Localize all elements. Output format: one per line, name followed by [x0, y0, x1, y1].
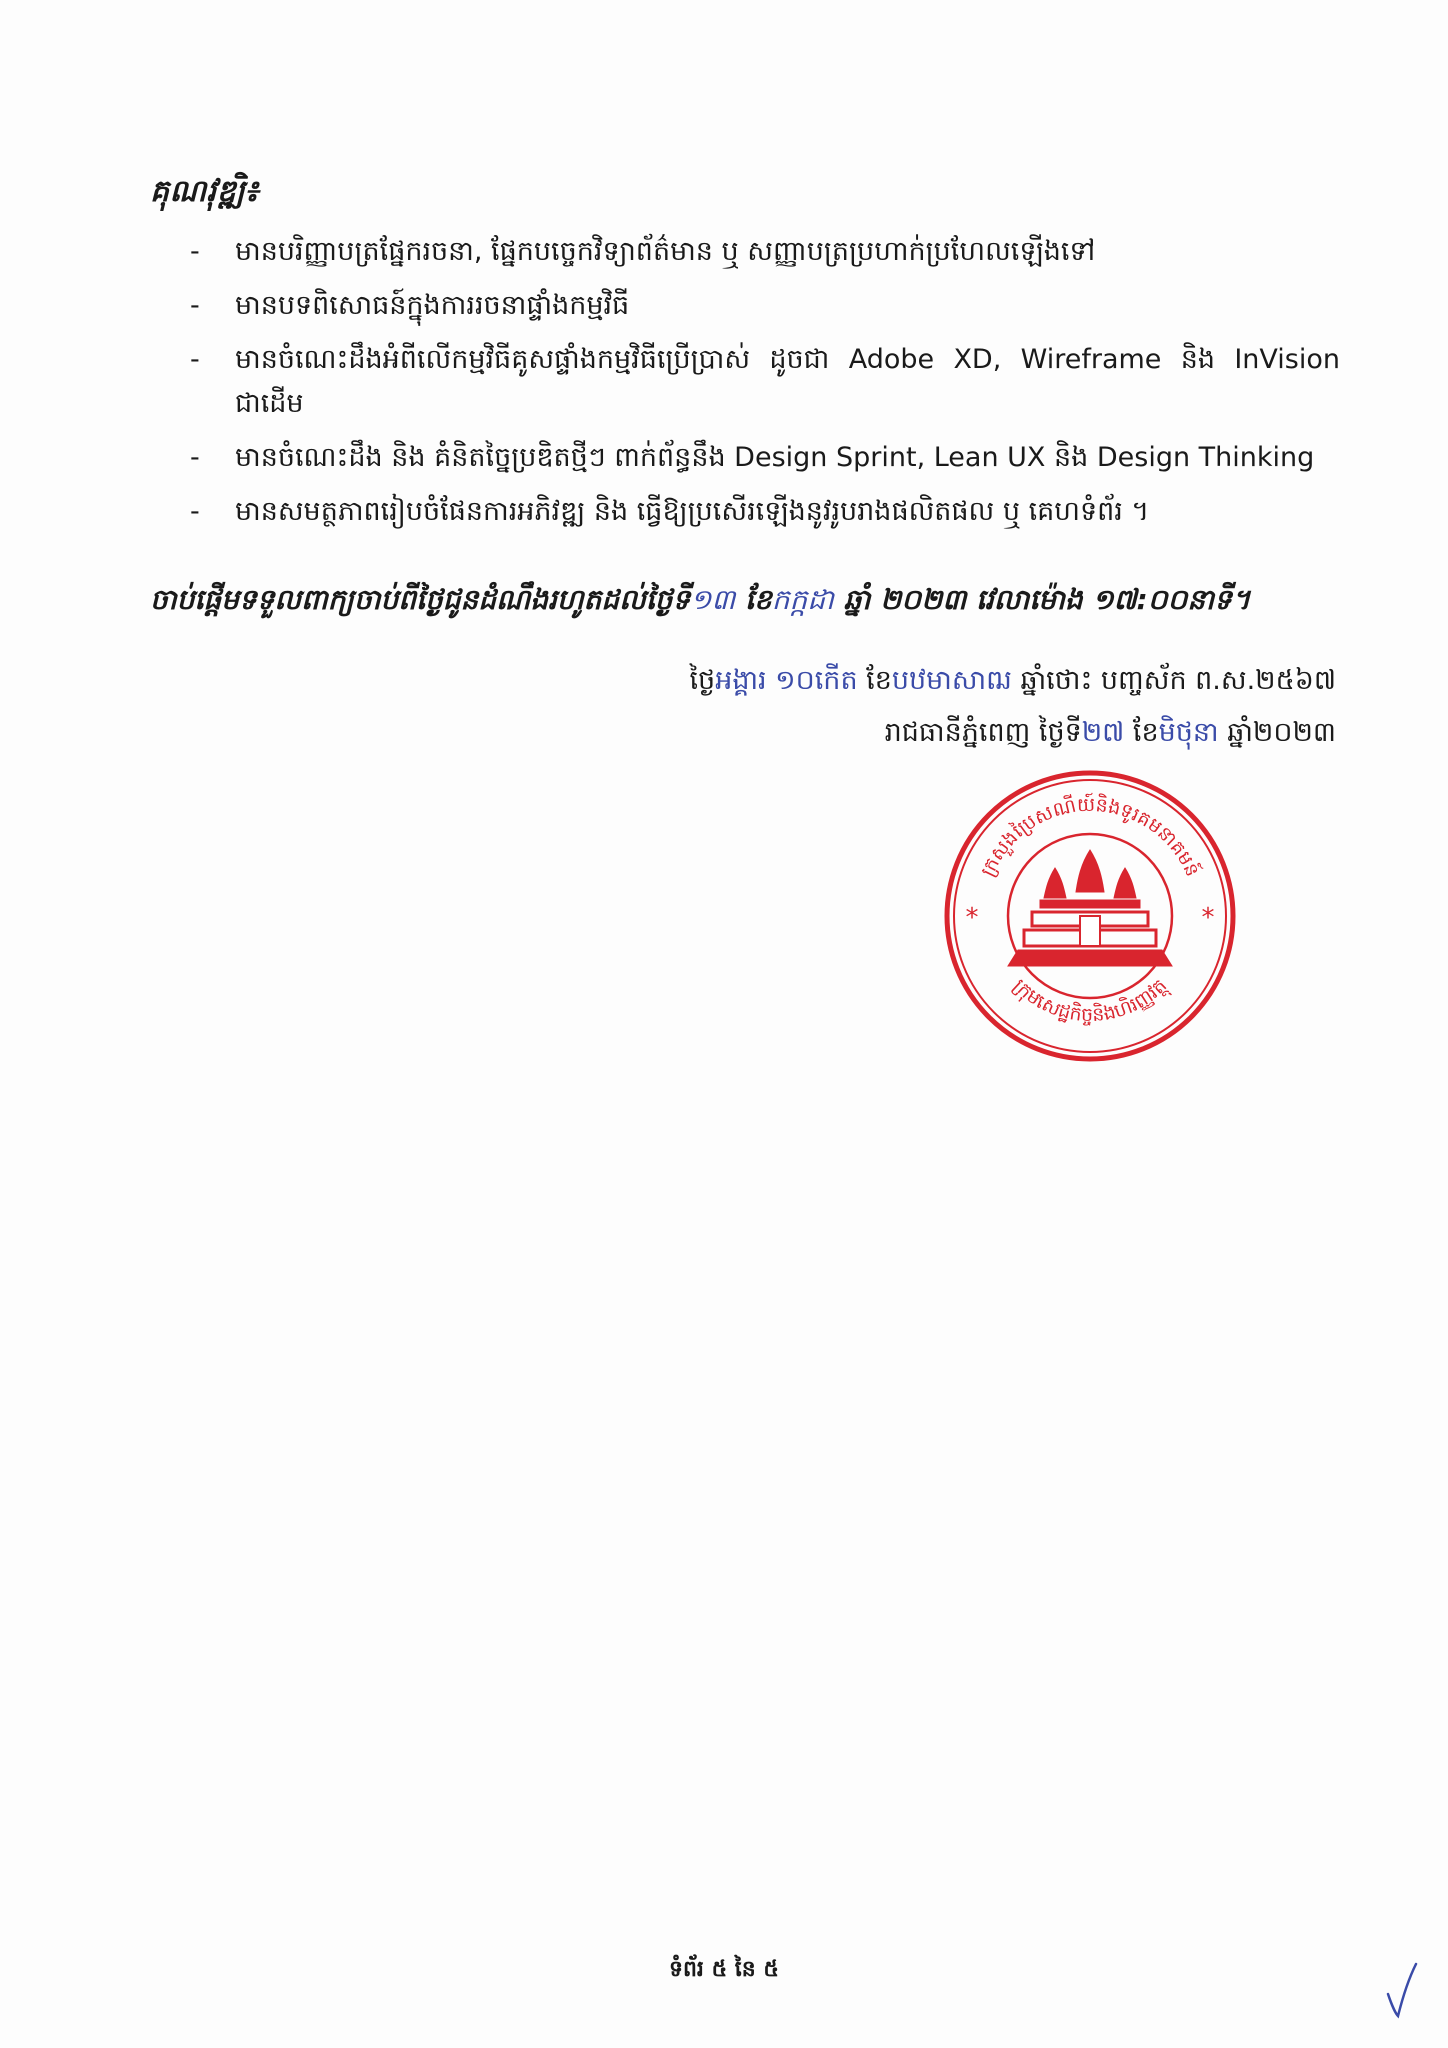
- requirement-item: [190, 338, 1340, 426]
- bullet-dash: -: [190, 290, 200, 321]
- deadline-suffix: ឆ្នាំ ២០២៣ វេលាម៉ោង ១៧:០០នាទី។: [833, 583, 1251, 616]
- requirements-list: [190, 230, 1340, 544]
- requirement-text: មានបទពិសោធន៍ក្នុងការរចនាផ្ទាំងកម្មវិធី: [235, 290, 630, 321]
- lunar-month-handwritten: បឋមាសាឍ: [891, 665, 1012, 696]
- bullet-dash: -: [190, 496, 200, 527]
- solar-month-label: ខែ: [1124, 717, 1159, 748]
- requirement-text: មានចំណេះដឹងអំពីលើកម្មវិធីគូសផ្ទាំងកម្មវិធីប្រើប្រាស់ ដូចជា Adobe XD, Wireframe និង InVision ជាដើម: [235, 344, 1340, 419]
- seal-top-text: ក្រសួងប្រៃសណីយ៍និងទូរគមនាគមន៍: [976, 793, 1204, 880]
- requirement-item: [190, 436, 1340, 480]
- handwritten-initial-icon: [1380, 1960, 1420, 2020]
- bullet-dash: -: [190, 344, 200, 375]
- requirement-text: មានសមត្ថភាពរៀបចំផែនការអភិវឌ្ឍ និង ធ្វើឱ្យប្រសើរឡើងនូវរូបរាងផលិតផល ឬ គេហទំព័រ ។: [235, 496, 1150, 527]
- official-seal-icon: [940, 766, 1240, 1066]
- qualifications-heading: គុណវុឌ្ឍិ៖: [150, 174, 259, 209]
- solar-date-prefix: រាជធានីភ្នំពេញ ថ្ងៃទី: [884, 717, 1082, 748]
- lunar-weekday-handwritten: អង្គារ ១០កើត: [715, 665, 858, 696]
- lunar-month-label: ខែ: [857, 665, 892, 696]
- solar-date-suffix: ឆ្នាំ២០២៣: [1218, 717, 1336, 748]
- deadline-prefix: ចាប់ផ្តើមទទួលពាក្យចាប់ពីថ្ងៃជូនដំណឹងរហូតដល់ថ្ងៃទី: [150, 583, 691, 616]
- application-deadline: [150, 582, 1350, 623]
- requirement-item: [190, 230, 1340, 274]
- lunar-date-suffix: ឆ្នាំថោះ បញ្ចស័ក ព.ស.២៥៦៧: [1011, 665, 1336, 696]
- solar-month-handwritten: មិថុនា: [1158, 717, 1219, 748]
- temple-emblem-icon: [1008, 850, 1172, 966]
- requirement-item: [190, 284, 1340, 328]
- bullet-dash: -: [190, 442, 200, 473]
- seal-bottom-text: ក្រុមសេដ្ឋកិច្ចនិងហិរញ្ញវត្ថុ: [1008, 974, 1172, 1027]
- requirement-text: មានចំណេះដឹង និង គំនិតច្នៃប្រឌិតថ្មីៗ ពាក់ព័ន្ធនឹង Design Sprint, Lean UX និង Design Thinking: [235, 442, 1315, 473]
- svg-text:*: *: [1201, 903, 1215, 933]
- svg-text:*: *: [965, 903, 979, 933]
- deadline-day-handwritten: ១៣: [690, 583, 736, 616]
- solar-date-line: [885, 716, 1336, 755]
- deadline-month-label: ខែ: [735, 583, 772, 616]
- lunar-date-line: [689, 664, 1336, 703]
- bullet-dash: -: [190, 236, 200, 267]
- solar-day-handwritten: ២៧: [1081, 717, 1125, 748]
- deadline-month-handwritten: កក្កដា: [771, 583, 834, 616]
- requirement-text: មានបរិញ្ញាបត្រផ្នែករចនា, ផ្នែកបច្ចេកវិទ្យាព័ត៌មាន ឬ សញ្ញាបត្រប្រហាក់ប្រហែលឡើងទៅ: [235, 236, 1096, 267]
- requirement-item: [190, 490, 1340, 534]
- page-number: ទំព័រ ៥ នៃ ៥: [669, 1957, 779, 1982]
- lunar-date-prefix: ថ្ងៃ: [689, 665, 716, 696]
